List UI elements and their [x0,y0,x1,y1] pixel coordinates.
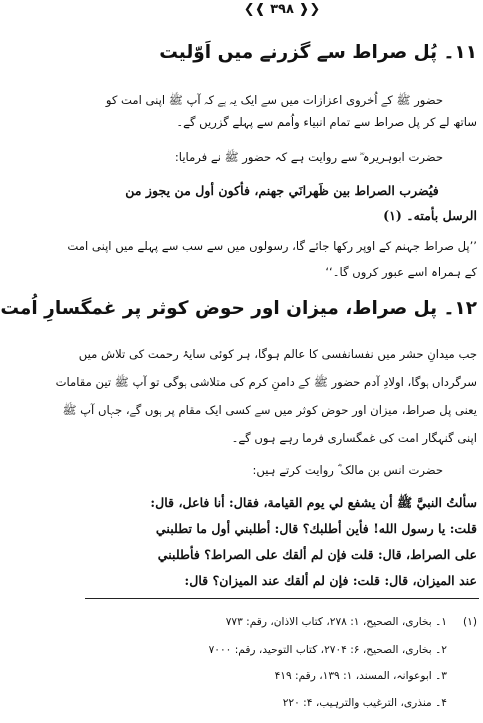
footnote-1 [87,612,477,632]
footnote-4: ۴۔ منذری، الترغیب والترہیب، ۴: ۲۲۰ [282,697,447,709]
section-12-para-line-3: یعنی پل صراط، میزان اور حوض کوثر میں سے کسی ایک مقام پر ہوں گے، جہاں آپ ﷺ [62,403,477,417]
section-12-narration-intro: حضرت انس بن مالک ؓ روایت کرتے ہیں: [252,463,443,477]
footnote-1-text: ۱۔ بخاری، الصحیح، ۱: ۲۷۸، کتاب الاذان، رقم: ۷۷۳ [225,616,447,628]
ornament-right-icon: ❱❯ [298,2,321,17]
section-11-heading: ۱۱۔ پُل صراط سے گزرنے میں اَوّلیت [159,42,477,63]
footnote-marker: (۱) [463,616,477,628]
section-12-arabic-line-1: سألتُ النبيَّ ﷺ أن يشفع لي يوم القيامة، فقال: أنا فاعل، قال: [150,495,477,510]
section-12-para-line-1: جب میدانِ حشر میں نفسانفسی کا عالم ہوگا، ہر کوئی سایۂ رحمت کی تلاش میں [78,347,477,361]
section-12-para-line-2: سرگرداں ہوگا، اولادِ آدم حضور ﷺ کے دامنِ کرم کی متلاشی ہوگی تو آپ ﷺ تین مقامات [55,375,477,389]
section-12-arabic-line-4: عند الميزان، قال: قلت: فإن لم ألقك عند الميزان؟ قال: [184,573,477,588]
footnote-divider [85,598,479,599]
section-12-arabic-line-2: قلت: يا رسول الله! فأين أطلبك؟ قال: أطلبني أول ما تطلبني [155,521,477,536]
section-11-para-line-2: ساتھ لے کر پل صراط سے تمام انبیاء واُمم سے پہلے گزریں گے۔ [176,115,477,129]
footnote-3: ۳۔ ابوعوانہ، المسند، ۱: ۱۳۹، رقم: ۴۱۹ [274,670,447,682]
section-11-arabic-line-2: الرسل بأمته۔ (۱) [383,208,477,223]
section-11-narration-intro: حضرت ابوہریرہ ؓ سے روایت ہے کہ حضور ﷺ نے فرمایا: [174,150,443,164]
section-11-para-line-1: حضور ﷺ کے اُخروی اعزازات میں سے ایک یہ ہے کہ آپ ﷺ اپنی امت کو [105,93,443,107]
section-12-para-line-4: اپنی گنہگار امت کی غمگساری فرما رہے ہوں گے۔ [231,431,477,445]
section-11-translation-line-1: ’’پل صراط جہنم کے اوپر رکھا جائے گا، رسولوں میں سے سب سے پہلے میں اپنی امت [67,239,477,253]
section-12-arabic-line-3: على الصراط، قال: قلت فإن لم ألقك على الصراط؟ فأطلبني [157,547,477,562]
ornament-left-icon: ❮❰ [243,2,266,17]
section-11-translation-line-2: کے ہمراہ اسے عبور کروں گا۔‘‘ [325,265,477,279]
section-11-arabic-line-1: فيُضرب الصراط بين ظَهرانَي جهنم، فأكون أول من يجوز من [125,183,439,198]
page-number: ۳۹۸ [270,2,294,17]
page-number-header [81,2,483,17]
section-12-heading: ۱۲۔ پل صراط، میزان اور حوض کوثر پر غمگسارِ اُمت [0,298,477,319]
footnote-2: ۲۔ بخاری، الصحیح، ۶: ۲۷۰۴، کتاب التوحید، رقم: ۷۰۰۰ [208,644,447,656]
